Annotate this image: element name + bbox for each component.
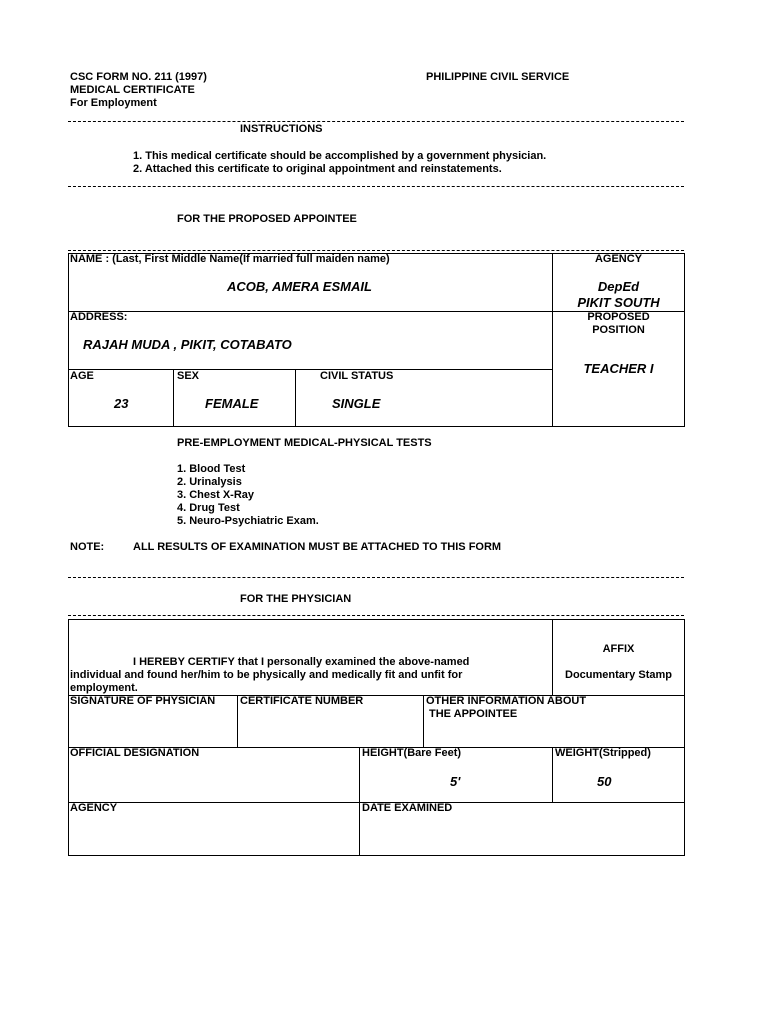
test-item: 4. Drug Test [177,502,240,514]
date-examined-label: DATE EXAMINED [362,802,453,814]
physician-heading: FOR THE PHYSICIAN [240,593,352,605]
sex-label: SEX [177,370,200,382]
age-value: 23 [114,396,129,411]
affix-label: AFFIX [602,643,635,655]
name-value: ACOB, AMERA ESMAIL [227,279,372,294]
instruction-item: 1. This medical certificate should be accomplished by a government physician. [133,150,547,162]
divider [68,615,684,616]
form-title: MEDICAL CERTIFICATE [70,84,195,96]
physician-agency-label: AGENCY [70,802,118,814]
certification-text: I HEREBY CERTIFY that I personally examined the above-named [133,656,470,668]
divider [68,121,684,122]
address-label: ADDRESS: [70,311,128,323]
designation-label: OFFICIAL DESIGNATION [70,747,200,759]
signature-label: SIGNATURE OF PHYSICIAN [70,695,216,707]
appointee-heading: FOR THE PROPOSED APPOINTEE [177,213,357,225]
civil-status-value: SINGLE [332,396,381,411]
weight-label: WEIGHT(Stripped) [555,747,651,759]
test-item: 2. Urinalysis [177,476,242,488]
instructions-heading: INSTRUCTIONS [240,123,323,135]
address-value: RAJAH MUDA , PIKIT, COTABATO [83,337,292,352]
issuing-agency: PHILIPPINE CIVIL SERVICE [426,71,570,83]
form-number: CSC FORM NO. 211 (1997) [70,71,207,83]
weight-value: 50 [597,774,612,789]
form-subtitle: For Employment [70,97,157,109]
test-item: 3. Chest X-Ray [177,489,255,501]
position-label: POSITION [592,324,645,336]
age-label: AGE [70,370,94,382]
divider [68,577,684,578]
divider [68,186,684,187]
certification-text: individual and found her/him to be physically and medically fit and unfit for [70,669,463,681]
test-item: 1. Blood Test [177,463,246,475]
position-label: PROPOSED [587,311,650,323]
certification-text: employment. [70,682,138,694]
divider [68,250,684,251]
civil-status-label: CIVIL STATUS [320,370,394,382]
tests-heading: PRE-EMPLOYMENT MEDICAL-PHYSICAL TESTS [177,437,432,449]
sex-value: FEMALE [205,396,259,411]
note-label: NOTE: [70,541,105,553]
other-info-label: OTHER INFORMATION ABOUT [426,695,587,707]
height-label: HEIGHT(Bare Feet) [362,747,462,759]
instruction-item: 2. Attached this certificate to original appointment and reinstatements. [133,163,502,175]
test-item: 5. Neuro-Psychiatric Exam. [177,515,319,527]
name-label: NAME : (Last, First Middle Name(If married full maiden name) [70,253,390,265]
documentary-stamp-label: Documentary Stamp [565,669,672,681]
other-info-label: THE APPOINTEE [429,708,518,720]
agency-value: PIKIT SOUTH [577,295,660,310]
note-text: ALL RESULTS OF EXAMINATION MUST BE ATTACHED TO THIS FORM [133,541,502,553]
position-value: TEACHER I [583,361,654,376]
height-value: 5' [450,774,461,789]
agency-value: DepEd [597,279,640,294]
agency-label: AGENCY [594,253,643,265]
certificate-number-label: CERTIFICATE NUMBER [240,695,364,707]
